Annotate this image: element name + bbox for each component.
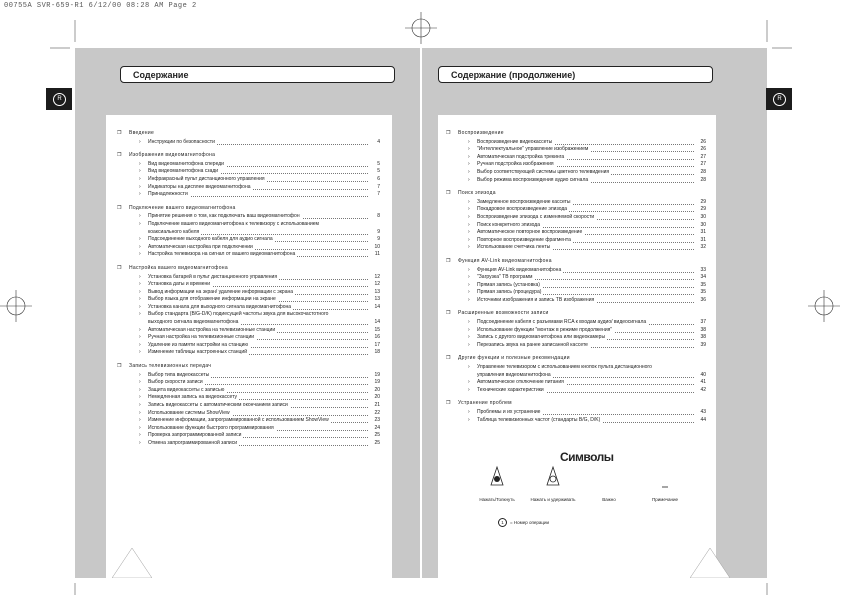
entry-label: Подсоединение выходного кабеля для аудио сигнала [148, 236, 273, 243]
toc-entry[interactable] [117, 168, 380, 176]
entry-page-number: 35 [700, 289, 706, 296]
symbol-label: Примечание [651, 497, 679, 502]
entry-page-number: 19 [374, 371, 380, 378]
entry-label: Покадровое воспроизведение эпизода [477, 206, 568, 213]
section-bullet-icon: ❐ [446, 355, 451, 362]
toc-entry[interactable] [446, 334, 706, 342]
toc-section-title [446, 130, 706, 138]
toc-entry[interactable] [117, 191, 380, 199]
toc-entry[interactable] [446, 222, 706, 230]
entry-bullet-icon: › [139, 386, 141, 393]
entry-label: Принятие решения о том, как подключать ваш видеомагнитофон [148, 213, 300, 220]
badge-letter: R [53, 93, 66, 106]
toc-entry[interactable] [446, 244, 706, 252]
entry-label: Выбор стандарта (B/G-D/K) подиесущей частоты звука для высокочастотного [148, 311, 329, 318]
entry-bullet-icon: › [139, 213, 141, 220]
toc-entry[interactable] [446, 297, 706, 305]
section-bullet-icon: ❐ [117, 152, 122, 159]
entry-label: Автоматическая настройка на телевизионные станции [148, 326, 276, 333]
toc-entry[interactable] [446, 289, 706, 297]
entry-label: Повторное воспроизведение фрагмента [477, 236, 571, 243]
entry-page-number: 15 [374, 326, 380, 333]
important-icon [601, 465, 617, 489]
entry-label: Установка канала для выходного сигнала видеомагнитофона [148, 303, 292, 310]
entry-bullet-icon: › [468, 296, 470, 303]
entry-page-number: 25 [374, 432, 380, 439]
entry-label: управления видеомагнитофона [477, 371, 551, 378]
toc-section [446, 190, 706, 252]
table-of-contents-right [446, 130, 706, 430]
entry-label: Установка батарей в пульт дистанционного управления [148, 273, 278, 280]
entry-page-number: 31 [700, 236, 706, 243]
entry-bullet-icon: › [139, 394, 141, 401]
entry-bullet-icon: › [139, 439, 141, 446]
entry-bullet-icon: › [468, 213, 470, 220]
toc-section-title [117, 265, 380, 273]
entry-bullet-icon: › [468, 221, 470, 228]
toc-entry[interactable] [117, 349, 380, 357]
entry-page-number: 26 [700, 138, 706, 145]
entry-page-number: 44 [700, 416, 706, 423]
entry-bullet-icon: › [139, 379, 141, 386]
entry-label: Защита видеокассеты с записью [148, 386, 225, 393]
toc-section-title [117, 363, 380, 371]
entry-page-number: 38 [700, 326, 706, 333]
entry-bullet-icon: › [468, 168, 470, 175]
entry-bullet-icon: › [139, 183, 141, 190]
entry-bullet-icon: › [139, 175, 141, 182]
toc-section [446, 130, 706, 184]
entry-page-number: 9 [377, 228, 380, 235]
entry-label: Поиск конкретного эпизода [477, 221, 540, 228]
toc-entry[interactable] [446, 229, 706, 237]
toc-entry[interactable] [446, 417, 706, 425]
entry-page-number: 14 [374, 319, 380, 326]
section-title-text: Введение [129, 130, 155, 136]
entry-page-number: 12 [374, 281, 380, 288]
entry-label: Инфракрасный пульт дистанционного управления [148, 175, 265, 182]
toc-entry[interactable] [117, 221, 380, 229]
entry-bullet-icon: › [139, 402, 141, 408]
entry-label: Управление телевизором с использованием кнопок пульта дистанционного [477, 364, 652, 371]
entry-page-number: 28 [700, 176, 706, 183]
entry-page-number: 43 [700, 409, 706, 415]
entry-bullet-icon: › [468, 319, 470, 326]
entry-label: Вид видеомагнитофона спереди [148, 160, 224, 167]
entry-page-number: 9 [377, 236, 380, 243]
toc-section [117, 130, 380, 146]
section-bullet-icon: ❐ [117, 204, 122, 211]
entry-page-number: 34 [700, 274, 706, 281]
entry-page-number: 5 [377, 168, 380, 175]
toc-entry[interactable] [446, 319, 706, 327]
toc-entry[interactable] [117, 139, 380, 147]
entry-page-number: 12 [374, 273, 380, 280]
entry-label: Запись с другого видеомагнитофона или видеокамеры [477, 334, 606, 341]
entry-bullet-icon: › [468, 386, 470, 393]
toc-section [117, 265, 380, 357]
toc-section [446, 355, 706, 394]
entry-bullet-icon: › [468, 198, 470, 205]
section-title-text: Устранение проблем [458, 400, 512, 407]
symbol-note [630, 465, 700, 502]
entry-label: Использование системы ShowView [148, 409, 230, 416]
entry-label: коаксиального кабеля [148, 228, 200, 235]
section-bullet-icon: ❐ [117, 363, 122, 370]
entry-label: Воспроизведение эпизода с изменяемой скорости [477, 213, 595, 220]
entry-bullet-icon: › [468, 236, 470, 243]
entry-label: Установка даты и времени [148, 281, 211, 288]
toc-entry[interactable] [117, 236, 380, 244]
entry-label: Технические характеристики [477, 386, 544, 393]
step-number-icon: 1 [498, 518, 507, 527]
entry-label: Выбор скорости записи [148, 379, 203, 386]
entry-label: Проблемы и их устранение [477, 409, 541, 415]
hand-hold-icon [545, 465, 561, 489]
entry-page-number: 7 [377, 183, 380, 190]
entry-bullet-icon: › [139, 432, 141, 439]
section-bullet-icon: ❐ [117, 264, 122, 271]
toc-section-title [446, 190, 706, 198]
entry-label: Прямая запись (процедура) [477, 289, 542, 296]
toc-section-title [446, 310, 706, 318]
entry-label: Ручная подстройка изображения [477, 161, 554, 168]
entry-label: Автоматическое повторное воспроизведение [477, 229, 583, 236]
entry-bullet-icon: › [139, 236, 141, 243]
toc-section-title [446, 258, 706, 266]
entry-page-number: 26 [700, 146, 706, 153]
entry-bullet-icon: › [139, 409, 141, 416]
toc-entry[interactable] [117, 417, 380, 425]
toc-entry[interactable] [117, 274, 380, 282]
section-bullet-icon: ❐ [446, 257, 451, 264]
entry-label: Немедленная запись на видеокассету [148, 394, 237, 401]
entry-page-number: 21 [374, 402, 380, 408]
toc-entry[interactable] [117, 296, 380, 304]
entry-label: Подсоединение кабеля с разъемами RCA к входам аудио/ видеосигнала [477, 319, 647, 326]
entry-page-number: 37 [700, 319, 706, 326]
toc-section [117, 205, 380, 259]
toc-entry[interactable] [446, 146, 706, 154]
entry-bullet-icon: › [139, 424, 141, 431]
entry-bullet-icon: › [468, 416, 470, 423]
entry-page-number: 13 [374, 296, 380, 303]
section-title-text: Воспроизведение [458, 130, 504, 136]
entry-bullet-icon: › [139, 341, 141, 348]
section-title-text: Расширенные возможности записи [458, 310, 549, 317]
entry-bullet-icon: › [139, 220, 141, 227]
entry-bullet-icon: › [468, 341, 470, 348]
toc-entry[interactable] [446, 409, 706, 417]
toc-entry[interactable] [446, 161, 706, 169]
print-slug: 00755A SVR-659-R1 6/12/00 08:28 AM Page 2 [4, 2, 197, 10]
entry-bullet-icon: › [139, 281, 141, 288]
entry-page-number: 28 [700, 168, 706, 175]
entry-label: Перезапись звука на ранее записанной кассете [477, 341, 588, 348]
toc-section-title [117, 130, 380, 138]
entry-bullet-icon: › [468, 176, 470, 183]
right-page-title: Содержание (продолжение) [438, 66, 713, 83]
entry-page-number: 19 [374, 379, 380, 386]
toc-section-title [446, 355, 706, 363]
hand-press-icon [489, 465, 505, 489]
entry-bullet-icon: › [468, 281, 470, 288]
operation-number-note [498, 518, 549, 527]
entry-page-number: 24 [374, 424, 380, 431]
toc-entry[interactable] [117, 394, 380, 402]
entry-page-number: 29 [700, 198, 706, 205]
entry-page-number: 23 [374, 417, 380, 424]
section-bullet-icon: ❐ [446, 310, 451, 317]
left-page-title: Содержание [120, 66, 395, 83]
entry-bullet-icon: › [139, 251, 141, 258]
section-title-text: Запись телевизионных передач [129, 363, 212, 370]
entry-page-number: 20 [374, 386, 380, 393]
entry-label: Выбор типа видеокассеты [148, 371, 210, 378]
toc-entry[interactable] [446, 379, 706, 387]
section-title-text: Поиск эпизода [458, 190, 496, 197]
entry-label: Запись видеокассеты с автоматическим окончанием записи [148, 402, 288, 408]
entry-page-number: 36 [700, 296, 706, 303]
entry-label: Ручная настройка на телевизионные станции [148, 334, 255, 341]
entry-bullet-icon: › [468, 206, 470, 213]
entry-page-number: 13 [374, 288, 380, 295]
entry-page-number: 7 [377, 191, 380, 198]
section-bullet-icon: ❐ [446, 130, 451, 136]
entry-label: "Загрузка" ТВ программ [477, 274, 533, 281]
toc-entry[interactable] [446, 177, 706, 185]
entry-page-number: 5 [377, 160, 380, 167]
entry-label: Автоматическая подстройка трекинга [477, 153, 565, 160]
toc-entry[interactable] [446, 274, 706, 282]
entry-bullet-icon: › [468, 334, 470, 341]
entry-label: "Интеллектуальное" управление изображением [477, 146, 589, 153]
entry-label: Выбор языка для отображение информации на экране [148, 296, 276, 303]
entry-label: выходного сигнала видеомагнитофона [148, 319, 239, 326]
entry-bullet-icon: › [468, 138, 470, 145]
entry-label: Вывод информации на экран/ удаление информации с экрана [148, 288, 294, 295]
symbols-title: Символы [560, 450, 614, 464]
entry-page-number: 42 [700, 386, 706, 393]
toc-entry[interactable] [446, 169, 706, 177]
toc-entry[interactable] [117, 281, 380, 289]
entry-label: Принадлежности [148, 191, 188, 198]
entry-label: Отмена запрограммированной записи [148, 439, 238, 446]
toc-entry[interactable] [446, 342, 706, 350]
entry-page-number: 33 [700, 266, 706, 273]
entry-page-number: 27 [700, 161, 706, 168]
entry-label: Вид видеомагнитофона сзади [148, 168, 219, 175]
entry-label: Удаление из памяти настройки на станцию [148, 341, 249, 348]
entry-page-number: 30 [700, 213, 706, 220]
entry-bullet-icon: › [139, 371, 141, 378]
entry-page-number: 32 [700, 244, 706, 251]
entry-bullet-icon: › [139, 334, 141, 341]
entry-label: Прямая запись (установка) [477, 281, 540, 288]
entry-bullet-icon: › [139, 326, 141, 333]
entry-bullet-icon: › [468, 161, 470, 168]
section-title-text: Настройка вашего видеомагнитофона [129, 264, 228, 271]
entry-page-number: 35 [700, 281, 706, 288]
section-bullet-icon: ❐ [446, 190, 451, 197]
toc-section [446, 258, 706, 305]
entry-bullet-icon: › [139, 273, 141, 280]
entry-bullet-icon: › [468, 379, 470, 386]
entry-page-number: 27 [700, 153, 706, 160]
entry-bullet-icon: › [468, 244, 470, 251]
entry-label: Использование функции быстрого программирования [148, 424, 274, 431]
entry-page-number: 17 [374, 341, 380, 348]
entry-page-number: 6 [377, 175, 380, 182]
toc-section [446, 400, 706, 424]
toc-entry[interactable] [117, 176, 380, 184]
entry-bullet-icon: › [139, 191, 141, 198]
entry-label: Использование счетчика ленты [477, 244, 551, 251]
entry-label: Таблица телевизионных частот (стандарты B/G, D/K) [477, 416, 601, 423]
entry-page-number: 4 [377, 138, 380, 145]
entry-page-number: 39 [700, 341, 706, 348]
entry-page-number: 41 [700, 379, 706, 386]
entry-label: Использование функции "монтаж в режиме продолжения" [477, 326, 613, 333]
symbol-label: Важно [602, 497, 616, 502]
section-title-text: Другие функции и полезные рекомендации [458, 355, 570, 362]
entry-label: Индикаторы на дисплее видеомагнитофона [148, 183, 251, 190]
entry-label: Замедленное воспроизведение кассеты [477, 198, 571, 205]
entry-bullet-icon: › [468, 274, 470, 281]
entry-bullet-icon: › [139, 311, 141, 318]
entry-page-number: 10 [374, 243, 380, 250]
entry-bullet-icon: › [468, 409, 470, 415]
entry-bullet-icon: › [468, 289, 470, 296]
section-title-text: Подключение вашего видеомагнитофона [129, 204, 236, 211]
entry-bullet-icon: › [468, 266, 470, 273]
toc-section-title [117, 205, 380, 213]
entry-bullet-icon: › [468, 326, 470, 333]
note-icon [657, 465, 673, 489]
entry-bullet-icon: › [468, 146, 470, 153]
entry-bullet-icon: › [468, 364, 470, 371]
toc-entry[interactable] [446, 267, 706, 275]
entry-bullet-icon: › [139, 168, 141, 175]
note-text: = Номер операции [510, 520, 550, 525]
entry-page-number: 22 [374, 409, 380, 416]
entry-label: Настройка телевизора на сигнал от вашего видеомагнитофона [148, 251, 296, 258]
toc-section-title [446, 400, 706, 408]
toc-entry[interactable] [117, 334, 380, 342]
toc-entry[interactable] [446, 214, 706, 222]
toc-entry[interactable] [117, 319, 380, 327]
toc-section-title [117, 152, 380, 160]
entry-page-number: 18 [374, 349, 380, 356]
section-title-text: Изображения видеомагнитофона [129, 152, 216, 159]
toc-entry[interactable] [446, 364, 706, 372]
symbol-label: Нажать/Толкнуть [479, 497, 515, 502]
entry-bullet-icon: › [468, 153, 470, 160]
color-bar-left [112, 548, 152, 578]
entry-page-number: 40 [700, 371, 706, 378]
entry-label: Изменение информации, запрограммированной с использованием ShowView [148, 417, 329, 424]
entry-bullet-icon: › [139, 160, 141, 167]
toc-entry[interactable] [117, 229, 380, 237]
entry-label: Инструкции по безопасности [148, 138, 215, 145]
language-badge-right [766, 88, 792, 110]
entry-label: Выбор соответствующей системы цветного телевидения [477, 168, 610, 175]
toc-entry[interactable] [117, 379, 380, 387]
entry-label: Подключение вашего видеомагнитофона к телевизору с использованием [148, 220, 319, 227]
toc-entry[interactable] [117, 440, 380, 448]
language-badge-left [46, 88, 72, 110]
entry-page-number: 11 [374, 251, 380, 258]
entry-page-number: 8 [377, 213, 380, 220]
entry-bullet-icon: › [139, 288, 141, 295]
badge-letter: R [773, 93, 786, 106]
symbol-label: Нажать и удерживать [530, 497, 576, 502]
toc-entry[interactable] [117, 213, 380, 221]
section-bullet-icon: ❐ [117, 130, 122, 136]
toc-entry[interactable] [446, 387, 706, 395]
entry-label: Автоматическая настройка при подключении [148, 243, 253, 250]
toc-section [446, 310, 706, 349]
entry-bullet-icon: › [139, 303, 141, 310]
table-of-contents-left [117, 130, 380, 454]
entry-page-number: 29 [700, 206, 706, 213]
entry-bullet-icon: › [139, 138, 141, 145]
section-bullet-icon: ❐ [446, 400, 451, 407]
section-title-text: Функция AV-Link видеомагнитофона [458, 257, 552, 264]
entry-page-number: 38 [700, 334, 706, 341]
toc-section [117, 152, 380, 199]
entry-label: Функция AV-Link видеомагнитофона [477, 266, 562, 273]
entry-label: Выбор режима воспроизведения аудио сигнала [477, 176, 589, 183]
entry-page-number: 20 [374, 394, 380, 401]
entry-bullet-icon: › [468, 229, 470, 236]
entry-bullet-icon: › [139, 417, 141, 424]
entry-page-number: 14 [374, 303, 380, 310]
entry-label: Изменение таблицы настроенных станций [148, 349, 247, 356]
entry-label: Проверка запрограммированной записи [148, 432, 242, 439]
entry-bullet-icon: › [139, 296, 141, 303]
toc-section [117, 363, 380, 448]
entry-label: Воспроизведение видеокассеты [477, 138, 553, 145]
entry-page-number: 16 [374, 334, 380, 341]
entry-bullet-icon: › [139, 243, 141, 250]
entry-page-number: 30 [700, 221, 706, 228]
entry-label: Автоматическое отключение питания [477, 379, 564, 386]
entry-page-number: 31 [700, 229, 706, 236]
toc-entry[interactable] [117, 402, 380, 410]
entry-label: Источники изображения и запись ТВ изображения [477, 296, 595, 303]
color-bar-right [690, 548, 730, 578]
toc-entry[interactable] [446, 206, 706, 214]
toc-entry[interactable] [117, 311, 380, 319]
toc-entry[interactable] [117, 432, 380, 440]
entry-page-number: 25 [374, 439, 380, 446]
entry-bullet-icon: › [139, 349, 141, 356]
toc-entry[interactable] [117, 251, 380, 259]
